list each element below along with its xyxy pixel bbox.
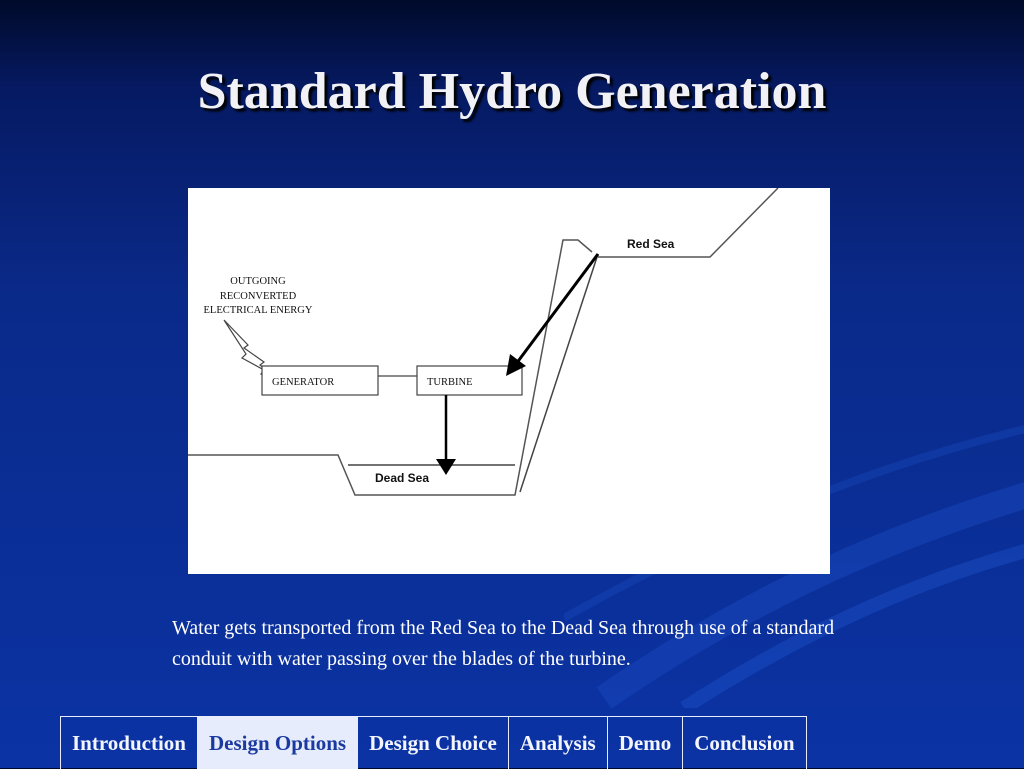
- tab-design-options[interactable]: [198, 717, 358, 769]
- tab-label: Demo: [618, 730, 672, 755]
- outgoing-label-line3: ELECTRICAL ENERGY: [203, 305, 313, 316]
- tab-analysis[interactable]: [509, 717, 608, 769]
- outflow-arrow-head: [436, 459, 456, 475]
- tab-label: Conclusion: [694, 730, 795, 755]
- hydro-diagram: [188, 188, 830, 574]
- tab-introduction[interactable]: [61, 717, 198, 769]
- conduit-line: [520, 254, 598, 492]
- generator-label: GENERATOR: [272, 377, 335, 388]
- dead-sea-label: Dead Sea: [375, 471, 430, 485]
- red-sea-terrain: [598, 188, 778, 257]
- tab-label: Design Options: [208, 730, 347, 755]
- red-sea-label: Red Sea: [627, 237, 675, 251]
- outgoing-label-line1: OUTGOING: [230, 276, 286, 287]
- tab-demo[interactable]: [608, 717, 683, 769]
- turbine-label: TURBINE: [427, 377, 473, 388]
- section-nav: [60, 716, 807, 769]
- tab-design-choice[interactable]: [358, 717, 509, 769]
- tab-label: Introduction: [72, 730, 186, 755]
- outgoing-label-line2: RECONVERTED: [219, 291, 297, 302]
- slide-title: Standard Hydro Generation: [197, 63, 827, 120]
- tab-label: Design Choice: [369, 730, 497, 755]
- tab-label: Analysis: [519, 730, 596, 755]
- tab-conclusion[interactable]: [683, 717, 806, 769]
- caption-text: Water gets transported from the Red Sea to the Dead Sea through use of a standard conduit with water passing over the blades of the turbine.: [172, 617, 835, 670]
